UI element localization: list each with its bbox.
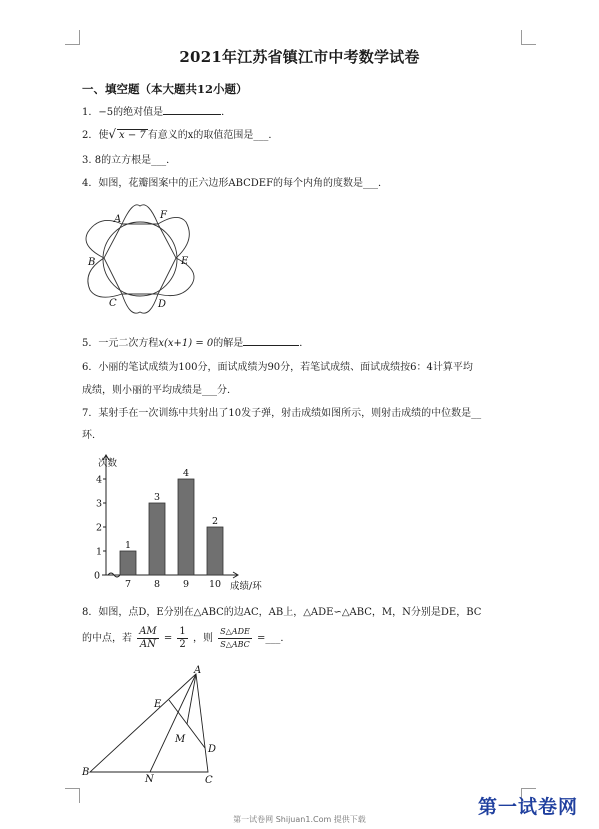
circumscribed-circle bbox=[103, 222, 177, 296]
bar-10 bbox=[207, 527, 223, 575]
petal-bottom bbox=[122, 294, 158, 313]
question-2: 2．使√ x − 7 有意义的x的取值范围是___． bbox=[82, 127, 279, 141]
label-a: A bbox=[114, 214, 122, 225]
petal-top-right bbox=[158, 217, 189, 258]
question-7-line-2: 环． bbox=[82, 430, 102, 441]
label-b: B bbox=[82, 767, 90, 778]
question-5-equation: x(x+1) = 0 bbox=[158, 338, 214, 349]
page-footer: 第一试卷网 Shijuan1.Com 提供下载 bbox=[233, 815, 366, 824]
y-axis-label: 次数 bbox=[98, 458, 118, 469]
answer-blank bbox=[243, 335, 299, 346]
triangle-figure bbox=[78, 664, 238, 786]
question-6-line-2: 成绩，则小丽的平均成绩是___分． bbox=[82, 385, 237, 396]
question-8-prefix: 的中点，若 bbox=[82, 633, 132, 644]
fraction-denominator: 2 bbox=[179, 639, 186, 650]
section-heading: 一、填空题（本大题共12小题） bbox=[82, 82, 248, 96]
label-n: N bbox=[145, 774, 154, 785]
label-a: A bbox=[194, 665, 202, 676]
question-5-prefix: 5．一元二次方程 bbox=[82, 338, 159, 349]
label-e: E bbox=[181, 256, 189, 267]
bar-9 bbox=[178, 479, 194, 575]
question-5 bbox=[82, 334, 309, 349]
question-1 bbox=[82, 103, 231, 118]
fraction-numerator: S△ADE bbox=[218, 626, 252, 639]
x-tick-label: 9 bbox=[183, 579, 190, 590]
question-8-line-1: 8．如图，点D，E分别在△ABC的边AC，AB上，△ADE∽△ABC，M，N分别是DE，BC bbox=[82, 607, 482, 618]
label-b: B bbox=[88, 257, 96, 268]
label-c: C bbox=[205, 775, 213, 786]
question-3: 3. 8的立方根是___． bbox=[82, 155, 177, 166]
bar-8 bbox=[149, 503, 165, 575]
bar-value-label: 4 bbox=[183, 468, 190, 479]
question-2-suffix: 有意义的x的取值范围是___． bbox=[147, 130, 279, 141]
petal-bottom-right bbox=[158, 258, 194, 296]
bar-value-label: 1 bbox=[125, 540, 132, 551]
crop-mark-bottom-left bbox=[65, 788, 80, 803]
x-tick-label: 7 bbox=[125, 579, 132, 590]
x-tick-label: 8 bbox=[154, 579, 161, 590]
bar-value-label: 3 bbox=[154, 492, 161, 503]
fraction-numerator: AM bbox=[139, 626, 157, 637]
bar-value-label: 2 bbox=[212, 516, 219, 527]
y-tick-label: 2 bbox=[96, 522, 103, 534]
bar-7 bbox=[120, 551, 136, 575]
y-tick-label: 0 bbox=[94, 570, 101, 582]
question-8-suffix: =___． bbox=[257, 633, 291, 644]
fraction-am-an bbox=[137, 626, 158, 651]
label-d: D bbox=[158, 299, 167, 310]
label-d: D bbox=[208, 744, 217, 755]
equals-sign: = bbox=[163, 633, 173, 644]
question-5-suffix: ． bbox=[299, 338, 310, 349]
page-title: 2021年江苏省镇江市中考数学试卷 bbox=[179, 48, 420, 66]
fraction-denominator: AN bbox=[139, 639, 156, 650]
label-c: C bbox=[109, 298, 117, 309]
petal-top bbox=[122, 205, 158, 224]
fraction-denominator: S△ABC bbox=[220, 640, 250, 649]
question-1-text: 1．−5的绝对值是 bbox=[82, 107, 164, 118]
segment-an bbox=[150, 674, 196, 772]
question-5-mid: 的解是 bbox=[213, 338, 244, 349]
question-2-radicand: x − 7 bbox=[119, 130, 146, 141]
question-6-line-1: 6．小丽的笔试成绩为100分，面试成绩为90分，若笔试成绩、面试成绩按6：4计算平均 bbox=[82, 362, 473, 373]
fraction-numerator: 1 bbox=[179, 626, 186, 637]
label-f: F bbox=[160, 210, 167, 221]
hexagon-petal-figure bbox=[78, 200, 208, 320]
label-e: E bbox=[154, 699, 162, 710]
hexagon-shape bbox=[104, 224, 176, 294]
label-m: M bbox=[175, 734, 186, 745]
fraction-one-half bbox=[177, 626, 187, 651]
question-7-line-1: 7．某射手在一次训练中共射出了10发子弹，射击成绩如图所示，则射击成绩的中位数是__ bbox=[82, 408, 482, 419]
question-4: 4．如图，花瓣图案中的正六边形ABCDEF的每个内角的度数是___． bbox=[82, 178, 389, 189]
y-tick-label: 1 bbox=[96, 546, 103, 558]
crop-mark-top-left bbox=[65, 30, 80, 45]
crop-mark-top-right bbox=[521, 30, 536, 45]
question-1-suffix: ． bbox=[221, 107, 232, 118]
question-8-line-2 bbox=[82, 626, 290, 651]
x-tick-label: 10 bbox=[209, 579, 222, 590]
question-2-prefix: 2．使 bbox=[82, 130, 109, 141]
score-bar-chart bbox=[78, 443, 298, 595]
fraction-area-ratio bbox=[218, 626, 252, 651]
y-tick-label: 4 bbox=[96, 474, 103, 486]
answer-blank bbox=[163, 104, 221, 115]
y-tick-label: 3 bbox=[96, 498, 103, 510]
brand-watermark: 第一试卷网 bbox=[478, 796, 579, 818]
x-axis-label: 成绩/环 bbox=[230, 581, 262, 592]
question-8-mid: ，则 bbox=[192, 633, 213, 644]
triangle-abc bbox=[90, 674, 208, 772]
